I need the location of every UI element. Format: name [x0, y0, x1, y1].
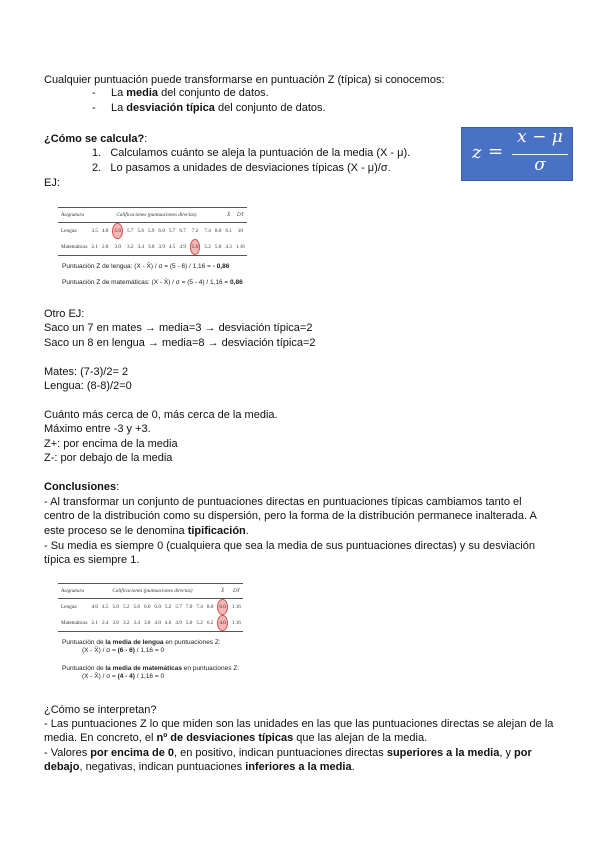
intro-item-mean: - La media del conjunto de datos. — [92, 87, 269, 99]
conc-p2a: - Su media es siempre 0 (cualquiera que sea la media de sus puntuaciones directas) y su desviación — [44, 540, 535, 552]
otro-line-8: Z-: por debajo de la media — [44, 452, 173, 464]
circled-value: 5.0 — [190, 239, 200, 255]
t1-h-grades: Calificaciones (puntuaciones directas) — [90, 208, 224, 223]
conc-p2b: típica es siempre 1. — [44, 554, 140, 566]
t2-h-dt: DT — [230, 584, 243, 599]
formula-z: z — [472, 142, 482, 163]
media-mates-note: Puntuación de la media de matemáticas en puntuaciones Z: — [62, 665, 240, 672]
z-formula-box — [461, 127, 573, 181]
media-mates-calc: (X - X̄) / σ = (4 - 4) / 1,16 = 0 — [82, 673, 165, 680]
circled-value: 5.0 — [112, 223, 122, 239]
ej-label: EJ: — [44, 177, 60, 189]
interpret-l1: - Las puntuaciones Z lo que miden son las unidades en las que las puntuaciones directas se alejan de la — [44, 718, 554, 730]
otro-line-1: Saco un 7 en mates → media=3 → desviación típica=2 — [44, 322, 313, 334]
conclusiones-title: Conclusiones: — [44, 481, 120, 493]
calc-title: ¿Cómo se calcula?: — [44, 133, 148, 145]
interpret-l4: debajo, negativas, indican puntuaciones inferiores a la media. — [44, 761, 355, 773]
grades-table-2 — [58, 583, 243, 632]
interpret-l3: - Valores por encima de 0, en positivo, indican puntuaciones directas superiores a la media, y por — [44, 747, 532, 759]
formula-numerator: x − μ — [517, 127, 563, 147]
otro-line-2: Saco un 8 en lengua → media=8 → desviación típica=2 — [44, 337, 316, 349]
t2-h-mean: X̄ — [215, 584, 229, 599]
otro-line-4: Lengua: (8-8)/2=0 — [44, 380, 132, 392]
grades-table-1 — [58, 207, 247, 256]
circled-mean: 6.0 — [217, 599, 227, 615]
conc-p1b: centro de la distribución como su dispersión, pero la forma de la distribución permanece inalterada. A — [44, 510, 537, 522]
interpret-l2: media. En concreto, el nº de desviaciones típicas que las alejan de la media. — [44, 732, 428, 744]
otro-line-5: Cuánto más cerca de 0, más cerca de la media. — [44, 409, 278, 421]
otro-line-6: Máximo entre -3 y +3. — [44, 423, 151, 435]
calc-step-1: 1. Calculamos cuánto se aleja la puntuación de la media (X - μ). — [92, 147, 411, 159]
otro-line-3: Mates: (7-3)/2= 2 — [44, 366, 129, 378]
calc-step-2: 2. Lo pasamos a unidades de desviaciones típicas (X - μ)/σ. — [92, 162, 391, 174]
t1-h-dt: DT — [234, 208, 247, 223]
circled-mean: 4.0 — [217, 615, 227, 631]
formula-denominator: σ — [534, 155, 546, 175]
table-row: Matemáticas 2.1 2.8 3.0 3.2 3.4 3.8 3.9 4.5 4.9 5.0 5.2 5.0 4.3 1.16 — [58, 239, 247, 256]
t1-h-subject: Asignatura — [58, 208, 90, 223]
table-row: Matemáticas 2.1 2.4 3.0 3.2 3.4 3.8 4.0 4.6 4.9 5.0 5.2 6.2 4.0 1.16 — [58, 615, 243, 632]
interpret-title: ¿Cómo se interpretan? — [44, 704, 157, 716]
t2-h-subject: Asignatura — [58, 584, 90, 599]
table-row: Lengua 4.0 4.5 5.0 5.2 5.6 6.0 6.0 5.2 5.7 7.0 7.4 8.0 6.0 1.16 — [58, 599, 243, 616]
otro-title: Otro EJ: — [44, 308, 85, 320]
formula-equals: = — [488, 141, 504, 162]
otro-line-7: Z+: por encima de la media — [44, 438, 178, 450]
z-lengua-note: Puntuación Z de lengua: (X - X̄) / σ = (5 - 6) / 1,16 = - 0,86 — [62, 263, 230, 270]
conc-p1c: este proceso se le denomina tipificación. — [44, 525, 249, 537]
media-lengua-note: Puntuación de la media de lengua en puntuaciones Z: — [62, 639, 221, 646]
t2-h-grades: Calificaciones (puntuaciones directas) — [90, 584, 216, 599]
table-row: Lengua 3.5 4.8 5.0 5.7 5.6 5.9 6.0 5.7 6.7 7.2 7.4 8.0 6.1 10 — [58, 223, 247, 240]
conc-p1a: - Al transformar un conjunto de puntuaciones directas en puntuaciones típicas cambiamos tanto el — [44, 496, 522, 508]
intro-line: Cualquier puntuación puede transformarse en puntuación Z (típica) si conocemos: — [44, 74, 445, 86]
t1-h-mean: X̄ — [223, 208, 233, 223]
intro-item-sd: - La desviación típica del conjunto de datos. — [92, 102, 326, 114]
media-lengua-calc: (X - X̄) / σ = (6 - 6) / 1,16 = 0 — [82, 647, 165, 654]
z-mates-note: Puntuación Z de matemáticas: (X - X̄) / σ = (5 - 4) / 1,16 = 0,86 — [62, 279, 243, 286]
